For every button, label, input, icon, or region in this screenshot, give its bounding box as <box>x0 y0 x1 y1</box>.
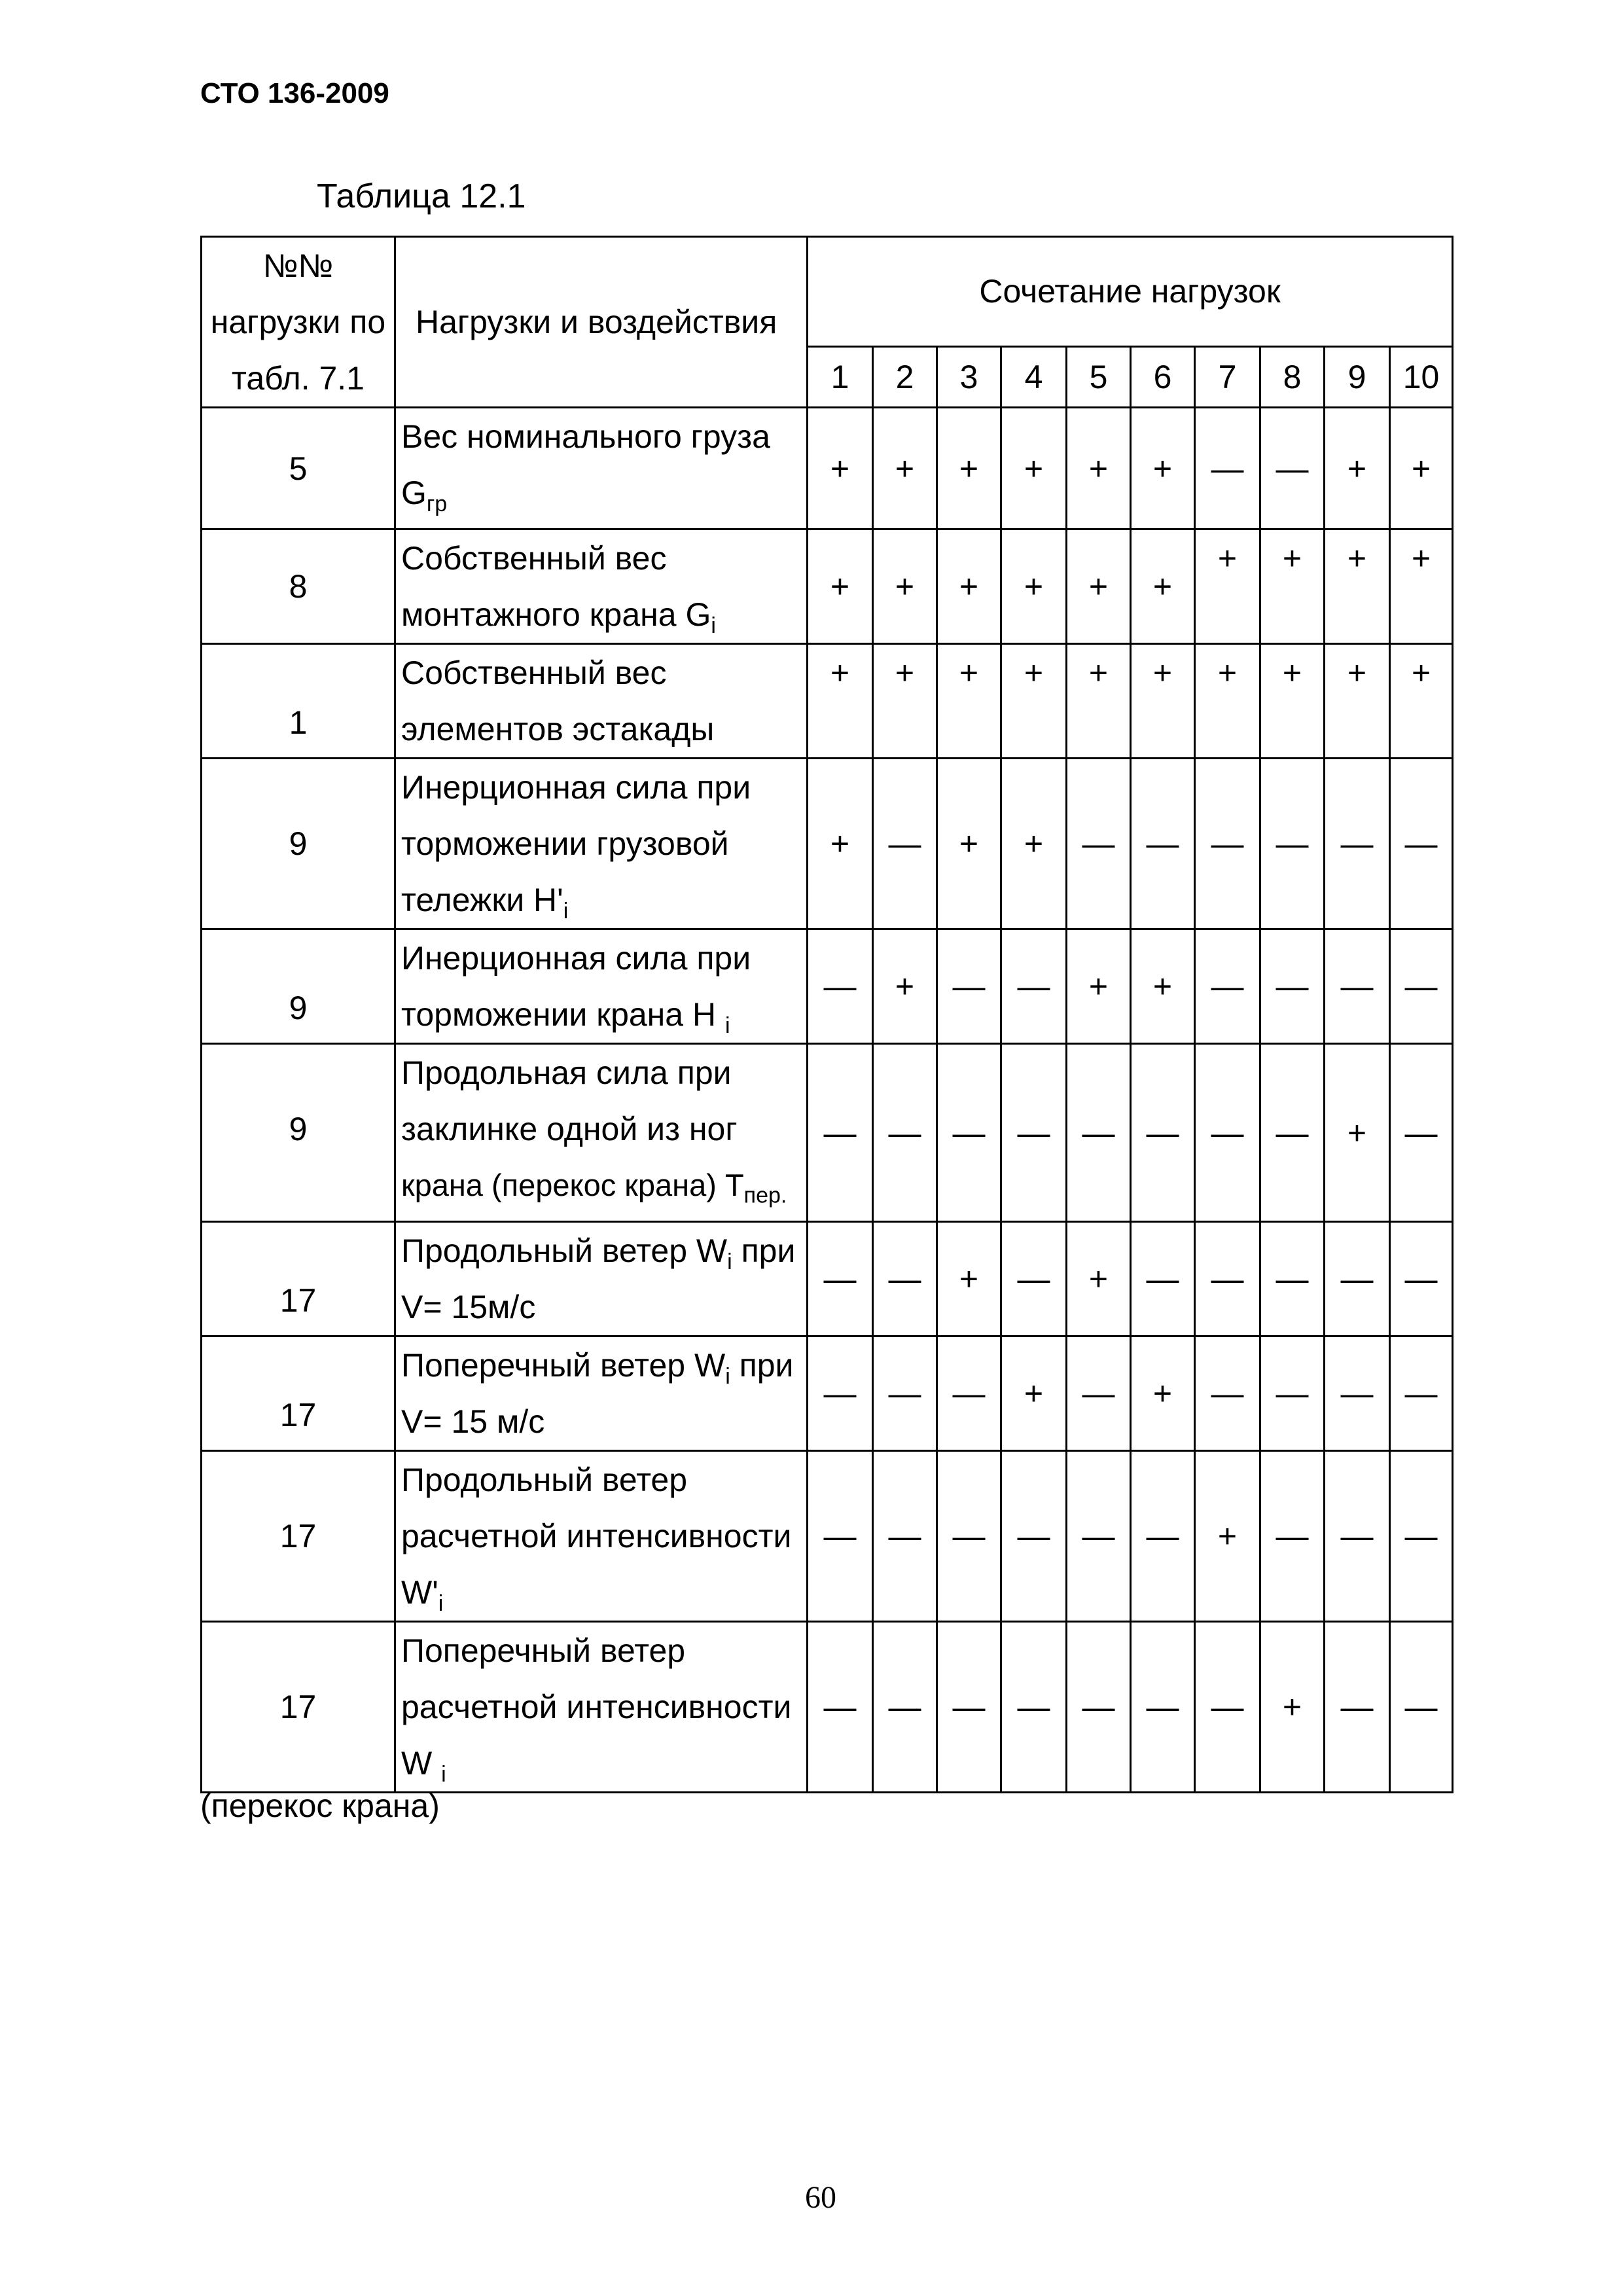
combination-mark: + <box>1260 529 1325 644</box>
combination-mark: — <box>1325 759 1390 929</box>
load-name-line <box>401 1564 806 1621</box>
combination-mark: + <box>937 759 1001 929</box>
table-row <box>202 1222 1453 1336</box>
combination-mark: + <box>808 408 873 529</box>
load-name-line: Вес номинального груза <box>401 418 770 455</box>
combination-mark: — <box>1195 1622 1260 1793</box>
combination-mark: — <box>1390 1451 1453 1622</box>
combination-mark: — <box>1390 1622 1453 1793</box>
table-caption: Таблица 12.1 <box>317 177 526 215</box>
combination-mark: — <box>937 1336 1001 1451</box>
combination-mark: — <box>1195 1222 1260 1336</box>
combination-mark: — <box>1390 1336 1453 1451</box>
combination-mark: + <box>1131 529 1195 644</box>
combination-mark: — <box>1390 759 1453 929</box>
header-combination-column: 3 <box>937 346 1001 407</box>
load-name-line: V= 15 м/с <box>401 1403 545 1440</box>
combination-mark: — <box>1067 759 1131 929</box>
combination-mark: — <box>1067 1336 1131 1451</box>
load-name-line: заклинке одной из ног <box>401 1111 738 1147</box>
header-combination-column: 5 <box>1067 346 1131 407</box>
table-row <box>202 408 1453 529</box>
combination-mark: — <box>1195 1336 1260 1451</box>
load-name-suffix: при <box>730 1347 794 1384</box>
load-number-cell: 9 <box>202 759 395 929</box>
combination-mark: — <box>1325 1451 1390 1622</box>
combination-mark: — <box>1390 1222 1453 1336</box>
load-name-cell <box>395 929 808 1044</box>
combination-mark: + <box>873 408 937 529</box>
combination-mark: — <box>1260 929 1325 1044</box>
combination-mark: — <box>1260 1451 1325 1622</box>
combination-mark: + <box>937 644 1001 759</box>
load-number-cell: 9 <box>202 1044 395 1222</box>
header-combination-column: 10 <box>1390 346 1453 407</box>
combination-mark: — <box>808 1336 873 1451</box>
load-name-text: G <box>401 475 427 511</box>
table-footnote: (перекос крана) <box>200 1787 440 1824</box>
load-name-subscript: i <box>711 613 716 638</box>
load-name-text: монтажного крана G <box>401 596 711 633</box>
combination-mark: — <box>873 1451 937 1622</box>
load-name-line: расчетной интенсивности <box>401 1689 792 1725</box>
load-name-text: тележки H' <box>401 882 563 918</box>
load-name-line: Инерционная сила при <box>401 940 751 977</box>
combination-mark: — <box>1001 1622 1067 1793</box>
combination-mark: — <box>1001 929 1067 1044</box>
combination-mark: — <box>1260 1044 1325 1222</box>
combination-mark: — <box>1325 1622 1390 1793</box>
header-combination-column: 7 <box>1195 346 1260 407</box>
combination-mark: + <box>808 759 873 929</box>
combination-mark: — <box>808 1222 873 1336</box>
combination-mark: — <box>1131 1451 1195 1622</box>
combination-mark: + <box>1131 644 1195 759</box>
combination-mark: + <box>1325 1044 1390 1222</box>
header-combination-column: 2 <box>873 346 937 407</box>
load-name-line <box>401 986 806 1043</box>
load-name-text: W' <box>401 1574 438 1611</box>
load-name-line: Продольная сила при <box>401 1054 732 1091</box>
load-name-subscript: пер. <box>743 1183 787 1208</box>
table-row <box>202 1622 1453 1793</box>
load-name-text: Продольный ветер W <box>401 1232 728 1269</box>
load-name-text: W <box>401 1745 433 1782</box>
load-name-text: Поперечный ветер W <box>401 1347 726 1384</box>
combination-mark: — <box>873 1222 937 1336</box>
load-name-line: Поперечный ветер <box>401 1632 686 1669</box>
combination-mark: + <box>1001 1336 1067 1451</box>
combination-mark: + <box>1325 529 1390 644</box>
combination-mark: — <box>937 1451 1001 1622</box>
load-name-text: крана (перекос крана) T <box>401 1168 744 1202</box>
combination-mark: — <box>1260 1336 1325 1451</box>
combination-mark: — <box>1325 929 1390 1044</box>
header-combination-column: 8 <box>1260 346 1325 407</box>
combination-mark: + <box>873 929 937 1044</box>
table-row <box>202 1451 1453 1622</box>
combination-mark: + <box>937 529 1001 644</box>
load-name-cell <box>395 644 808 759</box>
load-number-cell: 17 <box>202 1622 395 1793</box>
load-name-line: Собственный вес <box>401 540 667 577</box>
load-name-line <box>401 586 806 643</box>
combination-mark: + <box>1001 759 1067 929</box>
load-number-cell: 9 <box>202 929 395 1044</box>
combination-mark: + <box>1131 408 1195 529</box>
combination-mark: — <box>1001 1044 1067 1222</box>
table-row <box>202 644 1453 759</box>
load-name-line <box>401 1157 806 1213</box>
load-name-text: торможении крана H <box>401 996 717 1033</box>
combination-mark: — <box>873 1044 937 1222</box>
table-row <box>202 929 1453 1044</box>
combination-mark: + <box>1195 529 1260 644</box>
load-name-subscript: i <box>441 1762 446 1787</box>
load-name-subscript: гр <box>426 492 448 516</box>
load-name-line <box>401 1337 806 1393</box>
load-name-subscript: i <box>438 1591 444 1616</box>
load-number-cell: 17 <box>202 1336 395 1451</box>
combination-mark: — <box>1390 1044 1453 1222</box>
combination-mark: + <box>1001 408 1067 529</box>
combination-mark: + <box>1195 644 1260 759</box>
combination-mark: — <box>1067 1622 1131 1793</box>
combination-mark: + <box>808 644 873 759</box>
load-name-line: элементов эстакады <box>401 711 715 747</box>
combination-mark: + <box>937 408 1001 529</box>
load-name-line: Продольный ветер <box>401 1462 688 1498</box>
combination-mark: — <box>873 1336 937 1451</box>
load-name-subscript: i <box>725 1364 730 1389</box>
table-row <box>202 759 1453 929</box>
combination-mark: — <box>937 1044 1001 1222</box>
load-number-cell: 1 <box>202 644 395 759</box>
combination-mark: + <box>1067 1222 1131 1336</box>
combination-mark: + <box>937 1222 1001 1336</box>
header-combination-column: 6 <box>1131 346 1195 407</box>
combination-mark: + <box>1067 644 1131 759</box>
combination-mark: — <box>1067 1044 1131 1222</box>
combination-mark: — <box>1131 1044 1195 1222</box>
page-number: 60 <box>805 2180 836 2215</box>
load-name-cell <box>395 1222 808 1336</box>
table-row <box>202 529 1453 644</box>
combination-mark: + <box>873 529 937 644</box>
load-name-suffix: при <box>732 1232 796 1269</box>
combination-mark: — <box>1325 1336 1390 1451</box>
combination-mark: — <box>873 1622 937 1793</box>
load-name-subscript: i <box>563 899 569 924</box>
combination-mark: — <box>808 1622 873 1793</box>
combination-mark: + <box>1325 408 1390 529</box>
combination-mark: + <box>1131 929 1195 1044</box>
combination-mark: — <box>1195 408 1260 529</box>
combination-mark: + <box>1067 408 1131 529</box>
combination-mark: + <box>1260 644 1325 759</box>
combination-mark: — <box>1131 1222 1195 1336</box>
combination-mark: + <box>1067 929 1131 1044</box>
combination-mark: — <box>1131 1622 1195 1793</box>
combination-mark: + <box>1390 408 1453 529</box>
combination-mark: — <box>1131 759 1195 929</box>
load-name-line: V= 15м/с <box>401 1289 536 1325</box>
header-combination-column: 4 <box>1001 346 1067 407</box>
load-name-subscript: i <box>725 1013 730 1038</box>
combination-mark: + <box>1195 1451 1260 1622</box>
load-name-line <box>401 465 806 521</box>
document-code: СТО 136-2009 <box>200 77 389 109</box>
header-combination-column: 9 <box>1325 346 1390 407</box>
combination-mark: + <box>1067 529 1131 644</box>
load-name-line: торможении грузовой <box>401 825 729 862</box>
load-name-line <box>401 1735 806 1791</box>
combination-mark: — <box>1260 408 1325 529</box>
load-name-cell <box>395 1622 808 1793</box>
combination-mark: — <box>1001 1222 1067 1336</box>
load-name-cell <box>395 408 808 529</box>
combination-mark: + <box>1390 644 1453 759</box>
header-loads-and-actions: Нагрузки и воздействия <box>395 237 808 408</box>
header-num-line: табл. 7.1 <box>231 360 365 397</box>
combination-mark: — <box>1195 929 1260 1044</box>
load-name-cell <box>395 1451 808 1622</box>
load-number-cell: 17 <box>202 1222 395 1336</box>
combination-mark: — <box>808 1044 873 1222</box>
load-number-cell: 8 <box>202 529 395 644</box>
combination-mark: + <box>808 529 873 644</box>
load-number-cell: 5 <box>202 408 395 529</box>
header-num-line: нагрузки по <box>210 304 386 340</box>
load-name-line: Инерционная сила при <box>401 769 751 806</box>
header-load-combinations: Сочетание нагрузок <box>808 237 1453 347</box>
combination-mark: + <box>1325 644 1390 759</box>
combination-mark: — <box>937 1622 1001 1793</box>
table-row <box>202 1336 1453 1451</box>
combination-mark: — <box>1195 759 1260 929</box>
load-name-cell <box>395 529 808 644</box>
load-name-line <box>401 1223 806 1279</box>
combination-mark: + <box>1001 529 1067 644</box>
combination-mark: — <box>1195 1044 1260 1222</box>
combination-mark: — <box>1325 1222 1390 1336</box>
table-row <box>202 1044 1453 1222</box>
load-combinations-table <box>200 236 1454 1793</box>
load-name-cell <box>395 1044 808 1222</box>
header-load-number <box>202 237 395 408</box>
load-name-line: расчетной интенсивности <box>401 1518 792 1554</box>
combination-mark: — <box>808 929 873 1044</box>
combination-mark: — <box>937 929 1001 1044</box>
combination-mark: — <box>1260 1222 1325 1336</box>
combination-mark: — <box>1001 1451 1067 1622</box>
combination-mark: + <box>1131 1336 1195 1451</box>
combination-mark: — <box>873 759 937 929</box>
load-name-line: Собственный вес <box>401 655 667 691</box>
load-name-subscript: i <box>727 1249 732 1274</box>
load-number-cell: 17 <box>202 1451 395 1622</box>
load-name-cell <box>395 759 808 929</box>
header-combination-column: 1 <box>808 346 873 407</box>
combination-mark: + <box>873 644 937 759</box>
header-num-line: №№ <box>262 247 334 284</box>
combination-mark: — <box>1390 929 1453 1044</box>
combination-mark: — <box>808 1451 873 1622</box>
load-name-cell <box>395 1336 808 1451</box>
combination-mark: + <box>1390 529 1453 644</box>
combination-mark: + <box>1260 1622 1325 1793</box>
combination-mark: — <box>1067 1451 1131 1622</box>
combination-mark: — <box>1260 759 1325 929</box>
combination-mark: + <box>1001 644 1067 759</box>
load-name-line <box>401 872 806 928</box>
